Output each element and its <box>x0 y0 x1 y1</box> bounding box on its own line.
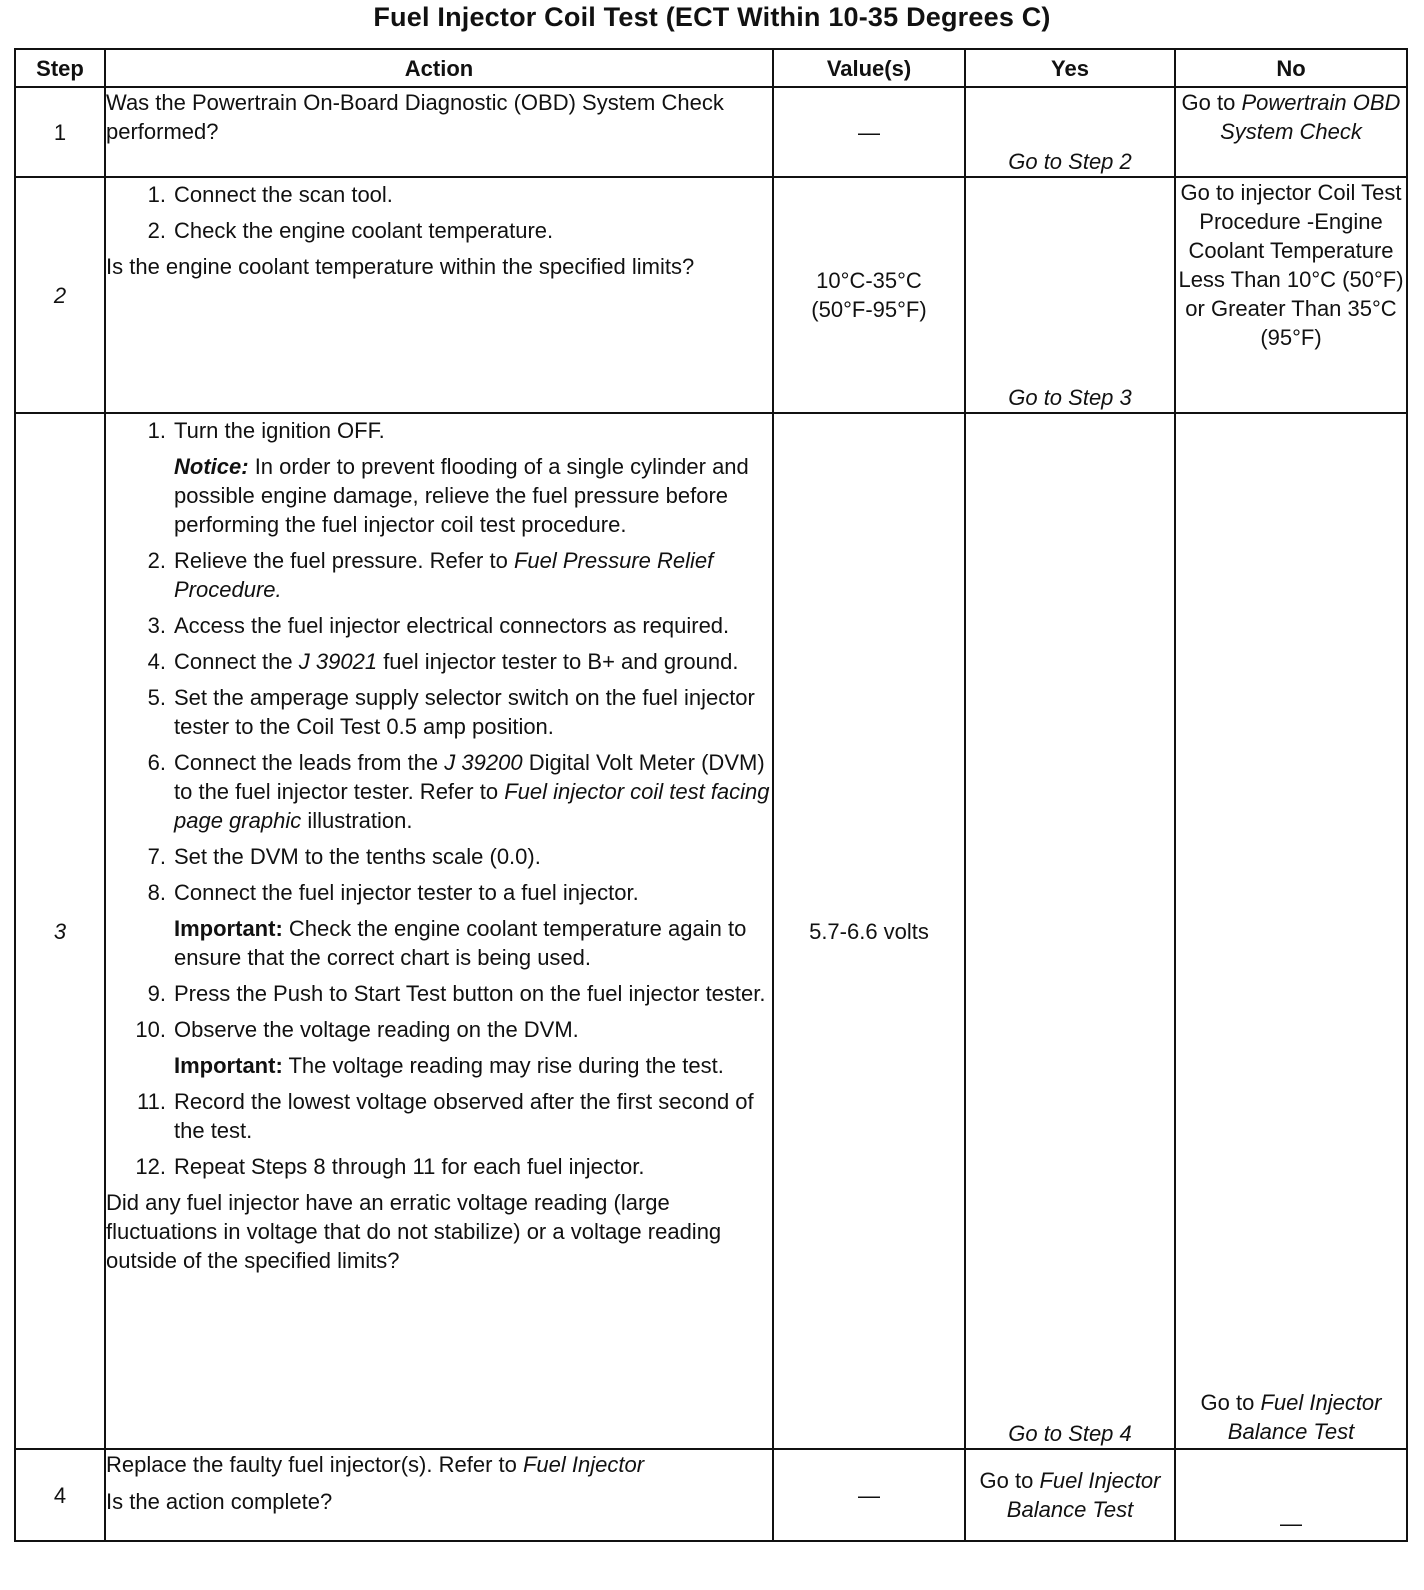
action-text: Was the Powertrain On-Board Diagnostic (OBD) System Check performed? <box>106 90 724 144</box>
no-prefix: Go to <box>1181 90 1236 115</box>
list-item: 8. Connect the fuel injector tester to a fuel injector. <box>106 878 772 907</box>
substep-text: Record the lowest voltage observed after the first second of the test. <box>174 1089 754 1143</box>
list-item: 12. Repeat Steps 8 through 11 for each fuel injector. <box>106 1152 772 1181</box>
notice-text: In order to prevent flooding of a single cylinder and possible engine damage, relieve the fuel pressure before performing the fuel injector coil test procedure. <box>174 454 749 537</box>
header-action: Action <box>105 49 773 87</box>
important-text: Check the engine coolant temperature again to ensure that the correct chart is being used. <box>174 916 747 970</box>
action-text: Replace the faulty fuel injector(s). Refer to Fuel Injector <box>106 1452 645 1477</box>
important-label: Important: <box>174 916 283 941</box>
list-item <box>106 180 772 209</box>
header-no: No <box>1175 49 1407 87</box>
important-text: The voltage reading may rise during the test. <box>288 1053 724 1078</box>
header-yes: Yes <box>965 49 1175 87</box>
important-note <box>174 914 772 972</box>
list-item: 2. Relieve the fuel pressure. Refer to Fuel Pressure Relief Procedure. <box>147 548 714 602</box>
tool-ref: J 39021 <box>298 649 378 674</box>
substep-text: Set the amperage supply selector switch on the fuel injector tester to the Coil Test 0.5 amp position. <box>174 685 755 739</box>
substep-text: Relieve the fuel pressure. Refer to <box>174 548 508 573</box>
no-cell <box>1175 413 1407 1449</box>
important-note <box>174 1051 772 1080</box>
question-text: Is the engine coolant temperature within the specified limits? <box>106 254 695 279</box>
step-number: 3 <box>15 413 105 1449</box>
table-row <box>15 177 1407 413</box>
list-item: 10. Observe the voltage reading on the DVM. <box>106 1015 772 1044</box>
substep-text: Repeat Steps 8 through 11 for each fuel injector. <box>174 1154 645 1179</box>
no-cell: Go to injector Coil Test Procedure -Engine Coolant Temperature Less Than 10°C (50°F) or Greater Than 35°C (95°F) <box>1175 177 1407 413</box>
list-item: 7. Set the DVM to the tenths scale (0.0). <box>106 842 772 871</box>
substep-text: illustration. <box>307 808 413 833</box>
substep-list <box>106 180 772 245</box>
header-step: Step <box>15 49 105 87</box>
substep-number: 2. <box>147 218 166 243</box>
substep-text: Turn the ignition OFF. <box>174 418 385 443</box>
table-row <box>15 413 1407 1449</box>
table-row <box>15 1449 1407 1541</box>
substep-list <box>106 416 772 445</box>
list-item: 4. Connect the J 39021 fuel injector tester to B+ and ground. <box>147 649 739 674</box>
substep-text: Set the DVM to the tenths scale (0.0). <box>174 844 541 869</box>
value-cell <box>773 177 965 413</box>
action-cell <box>105 1449 773 1541</box>
substep-text: Connect the scan tool. <box>174 182 393 207</box>
no-ref: Powertrain OBD System Check <box>1220 90 1401 144</box>
action-cell <box>105 177 773 413</box>
question-text: Is the action complete? <box>106 1489 333 1514</box>
substep-text: Connect the fuel injector tester to a fuel injector. <box>174 880 639 905</box>
diagnostic-table <box>14 48 1408 1542</box>
substep-number: 1. <box>147 182 166 207</box>
important-label: Important: <box>174 1053 283 1078</box>
value-cell: 5.7-6.6 volts <box>773 413 965 1449</box>
notice <box>174 452 772 539</box>
no-prefix: Go to <box>1200 1390 1255 1415</box>
yes-prefix: Go to <box>979 1468 1034 1493</box>
table-header-row <box>15 49 1407 87</box>
no-cell: — <box>1175 1449 1407 1541</box>
tool-ref: J 39200 <box>444 750 523 775</box>
question-text: Did any fuel injector have an erratic voltage reading (large fluctuations in voltage that do not stabilize) or a voltage reading outside of the specified limits? <box>106 1190 722 1273</box>
page-title: Fuel Injector Coil Test (ECT Within 10-35 Degrees C) <box>373 2 1051 32</box>
step-number: 2 <box>15 177 105 413</box>
list-item: 5. Set the amperage supply selector switch on the fuel injector tester to the Coil Test 0.5 amp position. <box>106 683 772 741</box>
value-cell: — <box>773 87 965 177</box>
reference-link: Fuel injector coil test facing page graphic <box>174 779 770 833</box>
reference-link: Fuel Pressure Relief Procedure. <box>174 548 714 602</box>
list-item: 3. Access the fuel injector electrical connectors as required. <box>106 611 772 640</box>
yes-link: Go to Step 3 <box>1008 385 1132 410</box>
table-row <box>15 87 1407 177</box>
step-number: 4 <box>15 1449 105 1541</box>
substep-text: Observe the voltage reading on the DVM. <box>174 1017 579 1042</box>
no-ref: Fuel Injector Balance Test <box>1227 1390 1382 1444</box>
value-cell: — <box>773 1449 965 1541</box>
value-celsius: 10°C-35°C <box>816 268 922 293</box>
value-fahrenheit: (50°F-95°F) <box>811 297 927 322</box>
header-values: Value(s) <box>773 49 965 87</box>
list-item: 1. Turn the ignition OFF. <box>106 416 772 445</box>
action-cell <box>105 87 773 177</box>
list-item: 11. Record the lowest voltage observed after the first second of the test. <box>106 1087 772 1145</box>
yes-cell <box>965 413 1175 1449</box>
step-number: 1 <box>15 87 105 177</box>
substep-list <box>106 979 772 1044</box>
substep-text: Check the engine coolant temperature. <box>174 218 554 243</box>
substep-text: Access the fuel injector electrical connectors as required. <box>174 613 730 638</box>
substep-list <box>106 546 772 907</box>
action-cell <box>105 413 773 1449</box>
substep-text: Connect the <box>174 649 293 674</box>
notice-label: Notice: <box>174 454 249 479</box>
list-item <box>106 216 772 245</box>
no-cell <box>1175 87 1407 177</box>
substep-text: fuel injector tester to B+ and ground. <box>383 649 739 674</box>
yes-ref: Fuel Injector Balance Test <box>1006 1468 1161 1522</box>
substep-text: Press the Push to Start Test button on the fuel injector tester. <box>174 981 766 1006</box>
yes-cell <box>965 177 1175 413</box>
yes-link: Go to Step 2 <box>1008 149 1132 174</box>
list-item: 6. Connect the leads from the J 39200 Digital Volt Meter (DVM) to the fuel injector tester. Refer to Fuel injector coil test facing page graphic illustration. <box>147 750 770 833</box>
yes-link: Go to Step 4 <box>1008 1421 1132 1446</box>
yes-cell <box>965 87 1175 177</box>
substep-text: Connect the leads from the <box>174 750 439 775</box>
yes-cell <box>965 1449 1175 1541</box>
reference-link: Fuel Injector <box>522 1452 645 1477</box>
substep-list <box>106 1087 772 1181</box>
list-item: 9. Press the Push to Start Test button on the fuel injector tester. <box>106 979 772 1008</box>
substep-text: Digital Volt Meter (DVM) to the fuel injector tester. Refer to <box>174 750 765 804</box>
